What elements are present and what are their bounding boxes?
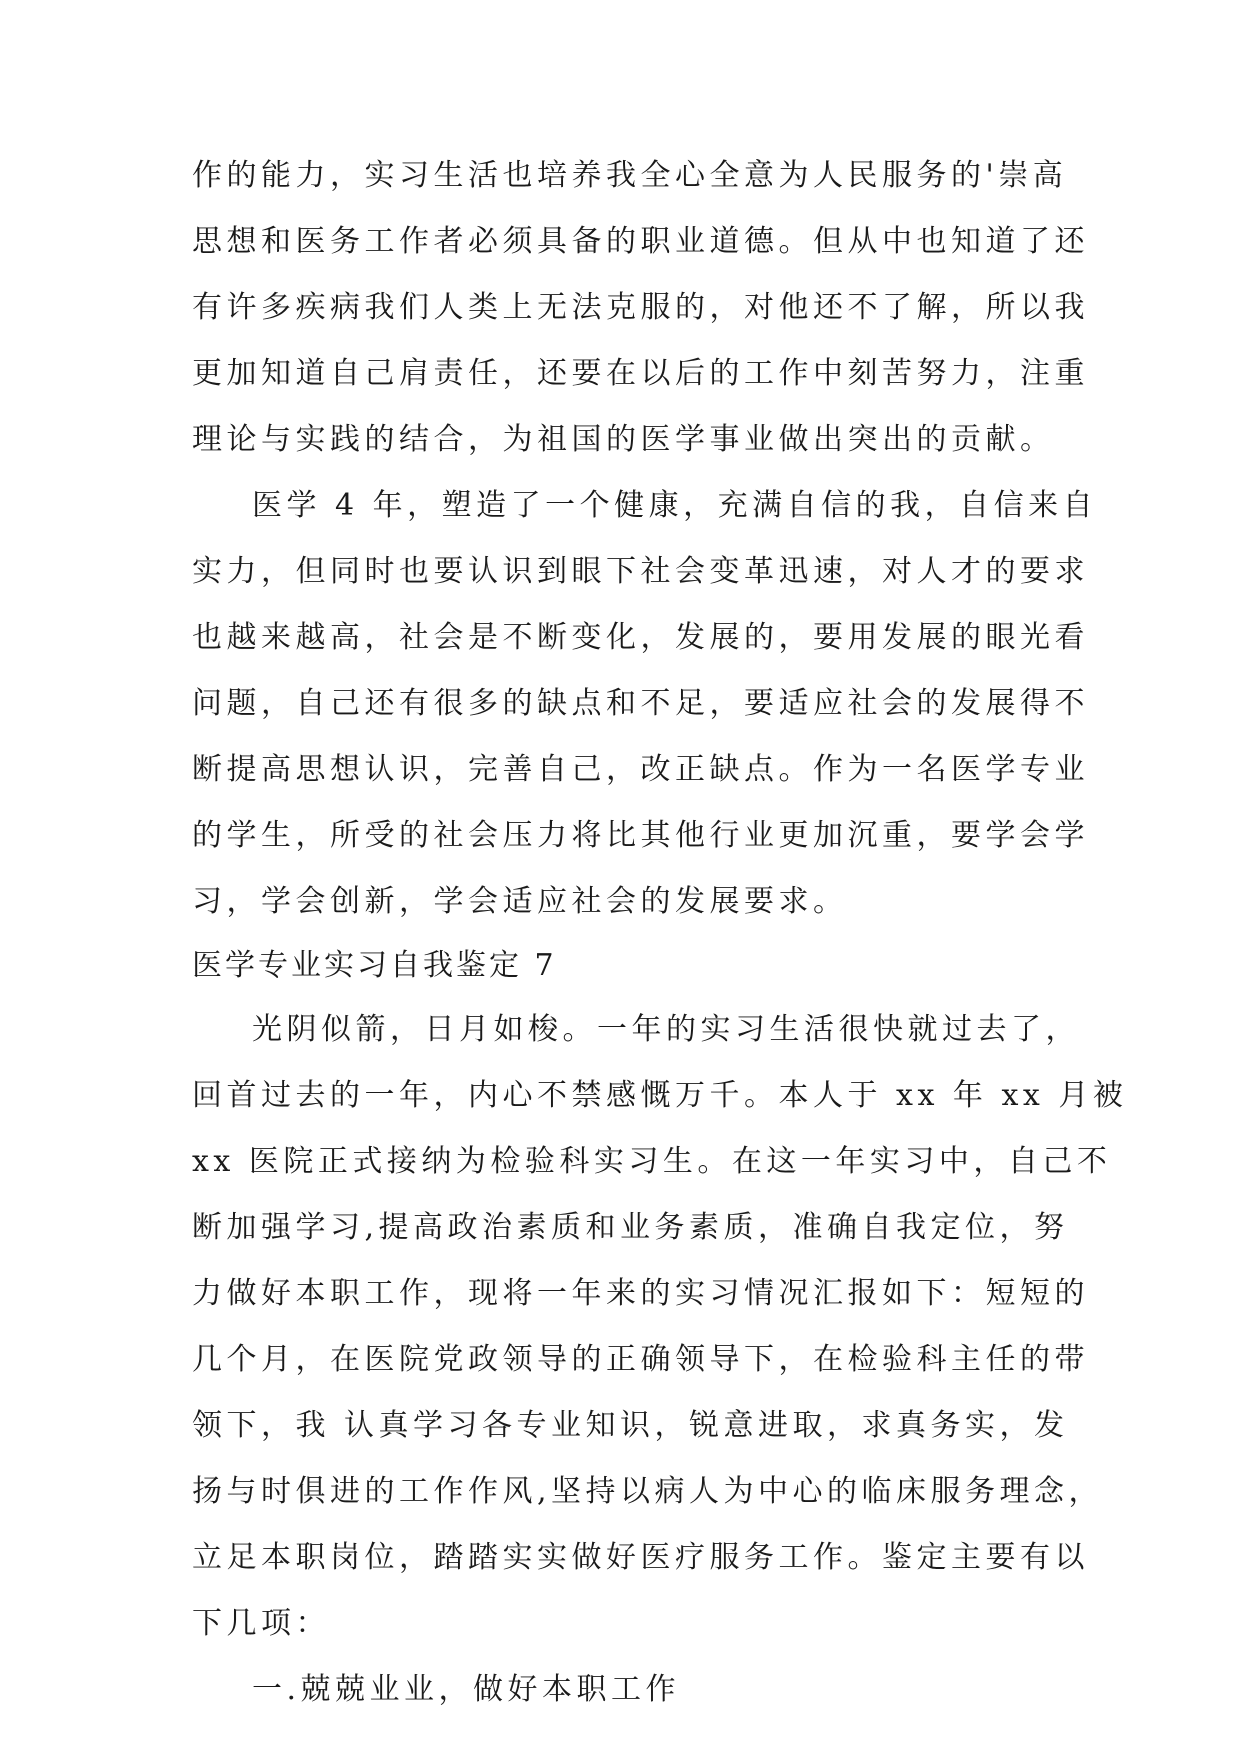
paragraph-line: 医学 4 年，塑造了一个健康，充满自信的我，自信来自 [252,488,1098,523]
paragraph-line: 立足本职岗位，踏踏实实做好医疗服务工作。鉴定主要有以 [192,1540,1089,1575]
paragraph-line: 几个月，在医院党政领导的正确领导下，在检验科主任的带 [192,1342,1089,1377]
paragraph-line: 理论与实践的结合，为祖国的医学事业做出突出的贡献。 [192,422,1055,457]
paragraph-line: 的学生，所受的社会压力将比其他行业更加沉重，要学会学 [192,818,1089,853]
paragraph-line: 更加知道自己肩责任，还要在以后的工作中刻苦努力，注重 [192,356,1089,391]
paragraph-line: 习，学会创新，学会适应社会的发展要求。 [192,884,848,919]
section-heading: 医学专业实习自我鉴定 7 [192,948,557,983]
paragraph-line: xx 医院正式接纳为检验科实习生。在这一年实习中，自己不 [192,1144,1112,1179]
paragraph-line: 下几项： [192,1606,330,1641]
paragraph-line: 力做好本职工作，现将一年来的实习情况汇报如下：短短的 [192,1276,1089,1311]
paragraph-line: 实力，但同时也要认识到眼下社会变革迅速，对人才的要求 [192,554,1089,589]
paragraph-line: 回首过去的一年，内心不禁感慨万千。本人于 xx 年 xx 月被 [192,1078,1128,1113]
subheading: 一.兢兢业业，做好本职工作 [252,1672,681,1707]
paragraph-line: 断提高思想认识，完善自己，改正缺点。作为一名医学专业 [192,752,1089,787]
paragraph-line: 问题，自己还有很多的缺点和不足，要适应社会的发展得不 [192,686,1089,721]
paragraph-line: 扬与时俱进的工作作风,坚持以病人为中心的临床服务理念， [192,1474,1104,1509]
paragraph-line: 领下，我 认真学习各专业知识，锐意进取，求真务实，发 [192,1408,1069,1443]
paragraph-line: 断加强学习,提高政治素质和业务素质，准确自我定位，努 [192,1210,1069,1245]
paragraph-line: 有许多疾病我们人类上无法克服的，对他还不了解，所以我 [192,290,1089,325]
paragraph-line: 光阴似箭，日月如梭。一年的实习生活很快就过去了， [252,1012,1080,1047]
paragraph-line: 作的能力，实习生活也培养我全心全意为人民服务的'崇高 [192,158,1068,193]
paragraph-line: 也越来越高，社会是不断变化，发展的，要用发展的眼光看 [192,620,1089,655]
paragraph-line: 思想和医务工作者必须具备的职业道德。但从中也知道了还 [192,224,1089,259]
